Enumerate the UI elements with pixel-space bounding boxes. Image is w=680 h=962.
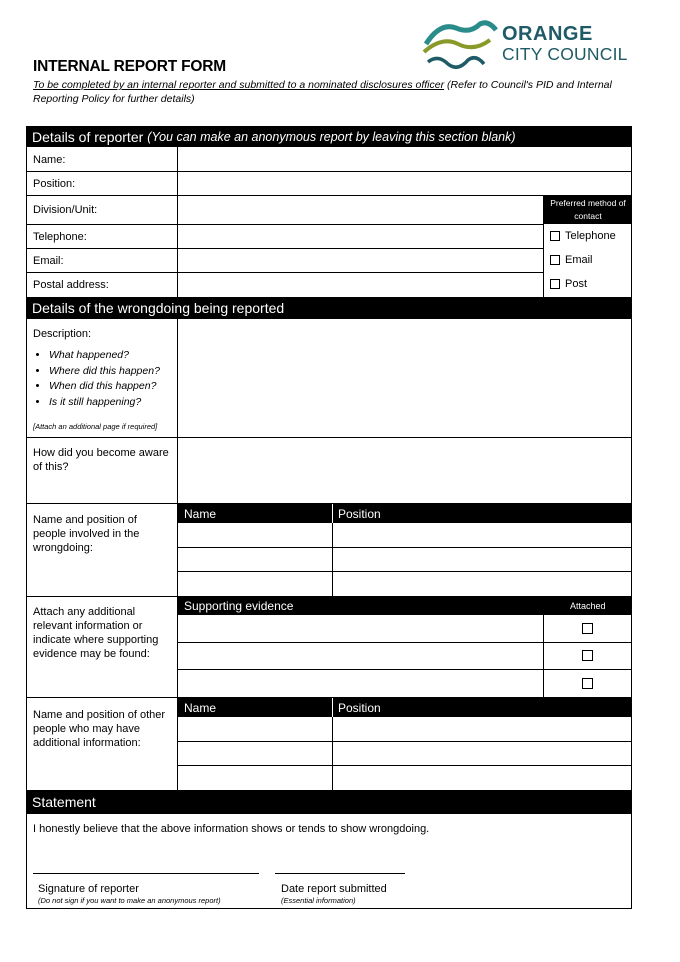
aware-label: How did you become aware of this?	[33, 447, 169, 473]
people-involved-label: Name and position of people involved in the wrongdoing:	[33, 514, 140, 554]
contact-telephone-checkbox[interactable]	[550, 231, 560, 241]
contact-email-label: Email	[565, 254, 593, 266]
wrongdoing-section-header: Details of the wrongdoing being reported	[26, 297, 632, 319]
other-position-input[interactable]	[333, 766, 630, 789]
signature-line	[33, 873, 259, 874]
question-item: • When did this happen?	[49, 379, 160, 395]
field-label-email: Email:	[33, 255, 64, 267]
subtitle-underlined: To be completed by an internal reporter and submitted to a nominated disclosures officer	[33, 79, 445, 91]
evidence-attached-checkbox[interactable]	[582, 623, 593, 634]
evidence-heading: Supporting evidence	[184, 599, 294, 613]
name-input[interactable]	[178, 148, 631, 170]
person-position-input[interactable]	[333, 524, 630, 546]
subtitle-rest: (Refer to Council's PID and Internal Reporting Policy for further details)	[33, 79, 612, 105]
statement-text: I honestly believe that the above information shows or tends to show wrongdoing.	[33, 823, 430, 835]
position-input[interactable]	[178, 172, 631, 194]
person-position-input[interactable]	[333, 572, 630, 595]
question-item: • Is it still happening?	[49, 395, 160, 411]
col-position-header: Position	[338, 700, 381, 715]
evidence-input[interactable]	[179, 670, 542, 696]
evidence-header	[178, 597, 632, 615]
statement-section-header: Statement	[26, 790, 632, 814]
field-label-position: Position:	[33, 178, 76, 190]
other-name-input[interactable]	[179, 766, 331, 789]
description-questions	[33, 348, 160, 410]
question-item: • What happened?	[49, 348, 160, 364]
question-item: • Where did this happen?	[49, 364, 160, 380]
form-subtitle	[33, 78, 633, 106]
date-input[interactable]	[275, 850, 405, 872]
other-position-input[interactable]	[333, 718, 630, 740]
person-position-input[interactable]	[333, 548, 630, 570]
person-name-input[interactable]	[179, 572, 331, 595]
other-people-label: Name and position of other people who may have additional information:	[33, 709, 166, 749]
aware-input[interactable]	[178, 438, 631, 502]
field-label-telephone: Telephone:	[33, 231, 87, 243]
postal-address-input[interactable]	[178, 273, 542, 296]
description-label: Description:	[33, 328, 92, 340]
col-name-header: Name	[184, 700, 217, 715]
signature-input[interactable]	[33, 850, 259, 872]
person-name-input[interactable]	[179, 548, 331, 570]
col-name-header: Name	[184, 506, 217, 521]
email-input[interactable]	[178, 249, 542, 271]
description-input[interactable]	[178, 320, 631, 436]
col-position-header: Position	[338, 506, 381, 521]
form-title: INTERNAL REPORT FORM	[33, 58, 226, 75]
other-name-input[interactable]	[179, 742, 331, 764]
division-input[interactable]	[178, 196, 542, 223]
field-label-name: Name:	[33, 154, 66, 166]
signature-label: Signature of reporter	[38, 883, 139, 895]
date-line	[275, 873, 405, 874]
field-label-postal-address: Postal address:	[33, 279, 109, 291]
evidence-attached-checkbox[interactable]	[582, 650, 593, 661]
contact-post-checkbox[interactable]	[550, 279, 560, 289]
table-edge	[631, 504, 632, 790]
preferred-contact-header: Preferred method of contact	[544, 196, 632, 224]
reporter-heading-note: (You can make an anonymous report by leaving this section blank)	[147, 129, 516, 144]
reporter-section-header	[26, 126, 632, 147]
person-name-input[interactable]	[179, 524, 331, 546]
evidence-label: Attach any additional relevant information or indicate where supporting evidence may be found:	[33, 606, 159, 660]
people-involved-header	[178, 504, 632, 523]
contact-email-checkbox[interactable]	[550, 255, 560, 265]
telephone-input[interactable]	[178, 225, 542, 247]
date-note: (Essential information)	[281, 896, 356, 905]
header-separator	[332, 698, 333, 717]
logo-text-orange: ORANGE	[502, 23, 593, 45]
date-label: Date report submitted	[281, 883, 387, 895]
attach-page-note: [Attach an additional page if required]	[33, 422, 158, 431]
signature-note: (Do not sign if you want to make an anonymous report)	[38, 896, 221, 905]
contact-telephone-label: Telephone	[565, 230, 616, 242]
other-people-header	[178, 698, 632, 717]
attached-heading: Attached	[570, 601, 606, 611]
evidence-input[interactable]	[179, 643, 542, 668]
contact-post-label: Post	[565, 278, 588, 290]
evidence-attached-checkbox[interactable]	[582, 678, 593, 689]
evidence-input[interactable]	[179, 616, 542, 641]
logo-text-city-council: CITY COUNCIL	[502, 44, 628, 64]
column-divider	[543, 615, 544, 697]
reporter-heading: Details of reporter	[32, 128, 144, 145]
other-position-input[interactable]	[333, 742, 630, 764]
other-name-input[interactable]	[179, 718, 331, 740]
field-label-division: Division/Unit:	[33, 204, 98, 216]
